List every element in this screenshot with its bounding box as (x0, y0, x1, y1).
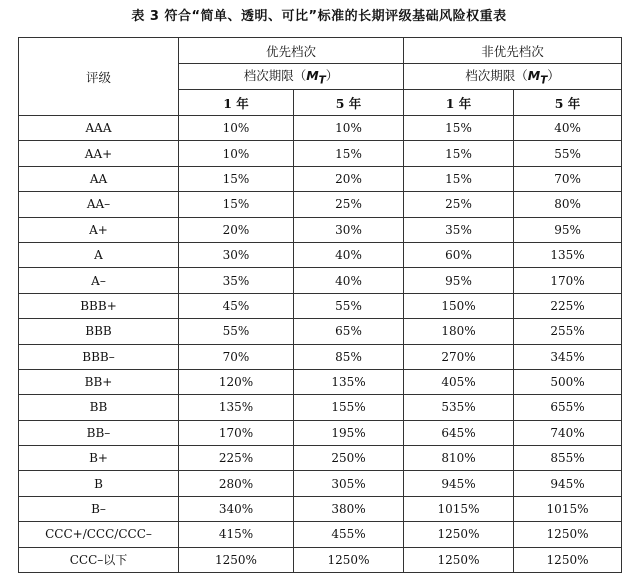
rating-cell: AAA (19, 116, 179, 141)
maturity-suffix: ） (325, 68, 339, 84)
table-row (19, 242, 622, 267)
senior-5y-cell: 30% (294, 217, 404, 242)
rating-cell: BB– (19, 420, 179, 445)
senior-1y-cell: 135% (179, 395, 294, 420)
non-senior-5y-cell: 1015% (514, 496, 622, 521)
non-senior-1y-cell: 535% (404, 395, 514, 420)
senior-5y-cell: 10% (294, 116, 404, 141)
rating-cell: A+ (19, 217, 179, 242)
non-senior-5y-cell: 1250% (514, 547, 622, 572)
maturity-symbol: M (306, 68, 319, 84)
non-senior-1y-cell: 1015% (404, 496, 514, 521)
senior-1y-cell: 10% (179, 141, 294, 166)
table-row (19, 446, 622, 471)
non-senior-5y-cell: 740% (514, 420, 622, 445)
non-senior-5y-cell: 1250% (514, 522, 622, 547)
rating-cell: BBB+ (19, 293, 179, 318)
senior-1y-cell: 10% (179, 116, 294, 141)
non-senior-1y-cell: 95% (404, 268, 514, 293)
non-senior-5y-cell: 345% (514, 344, 622, 369)
maturity-subscript: T (540, 74, 548, 87)
senior-1y-cell: 30% (179, 242, 294, 267)
table-row (19, 471, 622, 496)
senior-1y-cell: 415% (179, 522, 294, 547)
senior-1-year-header: 1 年 (179, 90, 294, 116)
senior-1y-cell: 20% (179, 217, 294, 242)
non-senior-1y-cell: 150% (404, 293, 514, 318)
rating-cell: AA (19, 166, 179, 191)
non-senior-1-year-header: 1 年 (404, 90, 514, 116)
non-senior-tranche-header: 非优先档次 (404, 38, 622, 64)
table-row (19, 141, 622, 166)
maturity-suffix: ） (547, 68, 560, 84)
senior-5y-cell: 380% (294, 496, 404, 521)
rating-cell: AA+ (19, 141, 179, 166)
senior-5-year-header: 5 年 (294, 90, 404, 116)
non-senior-maturity-header (404, 64, 622, 90)
non-senior-1y-cell: 25% (404, 192, 514, 217)
rating-cell: B– (19, 496, 179, 521)
risk-weight-table (18, 37, 622, 573)
rating-cell: BB (19, 395, 179, 420)
senior-5y-cell: 455% (294, 522, 404, 547)
senior-5y-cell: 195% (294, 420, 404, 445)
rating-column-header: 评级 (19, 38, 179, 116)
rating-cell: BBB– (19, 344, 179, 369)
non-senior-1y-cell: 60% (404, 242, 514, 267)
rating-cell: CCC–以下 (19, 547, 179, 572)
senior-5y-cell: 155% (294, 395, 404, 420)
table-row (19, 344, 622, 369)
senior-5y-cell: 40% (294, 242, 404, 267)
maturity-prefix: 档次期限（ (465, 68, 528, 84)
senior-5y-cell: 305% (294, 471, 404, 496)
table-header (19, 38, 622, 116)
table-row (19, 293, 622, 318)
non-senior-1y-cell: 405% (404, 369, 514, 394)
non-senior-5y-cell: 500% (514, 369, 622, 394)
non-senior-1y-cell: 810% (404, 446, 514, 471)
maturity-prefix: 档次期限（ (243, 68, 307, 84)
senior-1y-cell: 70% (179, 344, 294, 369)
non-senior-5y-cell: 70% (514, 166, 622, 191)
table-row (19, 116, 622, 141)
table-row (19, 217, 622, 242)
senior-1y-cell: 340% (179, 496, 294, 521)
table-row (19, 166, 622, 191)
rating-cell: A– (19, 268, 179, 293)
non-senior-1y-cell: 15% (404, 166, 514, 191)
senior-1y-cell: 225% (179, 446, 294, 471)
senior-5y-cell: 15% (294, 141, 404, 166)
non-senior-1y-cell: 270% (404, 344, 514, 369)
senior-1y-cell: 280% (179, 471, 294, 496)
non-senior-5y-cell: 55% (514, 141, 622, 166)
senior-5y-cell: 25% (294, 192, 404, 217)
table-row (19, 395, 622, 420)
rating-cell: B+ (19, 446, 179, 471)
table-row (19, 192, 622, 217)
table-body (19, 116, 622, 573)
senior-5y-cell: 1250% (294, 547, 404, 572)
senior-5y-cell: 40% (294, 268, 404, 293)
senior-tranche-header: 优先档次 (179, 38, 404, 64)
non-senior-5-year-header: 5 年 (514, 90, 622, 116)
maturity-symbol: M (527, 68, 541, 84)
non-senior-5y-cell: 945% (514, 471, 622, 496)
senior-5y-cell: 20% (294, 166, 404, 191)
table-row (19, 268, 622, 293)
non-senior-5y-cell: 135% (514, 242, 622, 267)
rating-cell: BB+ (19, 369, 179, 394)
maturity-subscript: T (318, 74, 326, 87)
non-senior-1y-cell: 645% (404, 420, 514, 445)
senior-1y-cell: 55% (179, 319, 294, 344)
table-row (19, 319, 622, 344)
senior-1y-cell: 1250% (179, 547, 294, 572)
non-senior-5y-cell: 80% (514, 192, 622, 217)
non-senior-1y-cell: 35% (404, 217, 514, 242)
rating-cell: AA– (19, 192, 179, 217)
senior-5y-cell: 65% (294, 319, 404, 344)
non-senior-5y-cell: 40% (514, 116, 622, 141)
table-row (19, 369, 622, 394)
senior-5y-cell: 85% (294, 344, 404, 369)
non-senior-1y-cell: 15% (404, 141, 514, 166)
rating-cell: BBB (19, 319, 179, 344)
senior-5y-cell: 250% (294, 446, 404, 471)
senior-1y-cell: 15% (179, 166, 294, 191)
table-row (19, 496, 622, 521)
non-senior-5y-cell: 95% (514, 217, 622, 242)
table-row (19, 547, 622, 572)
non-senior-1y-cell: 1250% (404, 547, 514, 572)
rating-cell: B (19, 471, 179, 496)
senior-1y-cell: 45% (179, 293, 294, 318)
non-senior-5y-cell: 855% (514, 446, 622, 471)
senior-5y-cell: 135% (294, 369, 404, 394)
rating-cell: CCC+/CCC/CCC– (19, 522, 179, 547)
non-senior-1y-cell: 180% (404, 319, 514, 344)
senior-1y-cell: 35% (179, 268, 294, 293)
non-senior-5y-cell: 255% (514, 319, 622, 344)
non-senior-1y-cell: 945% (404, 471, 514, 496)
senior-maturity-header (179, 64, 404, 90)
senior-1y-cell: 120% (179, 369, 294, 394)
non-senior-5y-cell: 655% (514, 395, 622, 420)
non-senior-1y-cell: 1250% (404, 522, 514, 547)
senior-1y-cell: 15% (179, 192, 294, 217)
senior-1y-cell: 170% (179, 420, 294, 445)
table-row (19, 522, 622, 547)
table-row (19, 420, 622, 445)
senior-5y-cell: 55% (294, 293, 404, 318)
table-caption: 表 3 符合“简单、透明、可比”标准的长期评级基础风险权重表 (131, 9, 507, 24)
rating-cell: A (19, 242, 179, 267)
non-senior-1y-cell: 15% (404, 116, 514, 141)
non-senior-5y-cell: 225% (514, 293, 622, 318)
non-senior-5y-cell: 170% (514, 268, 622, 293)
